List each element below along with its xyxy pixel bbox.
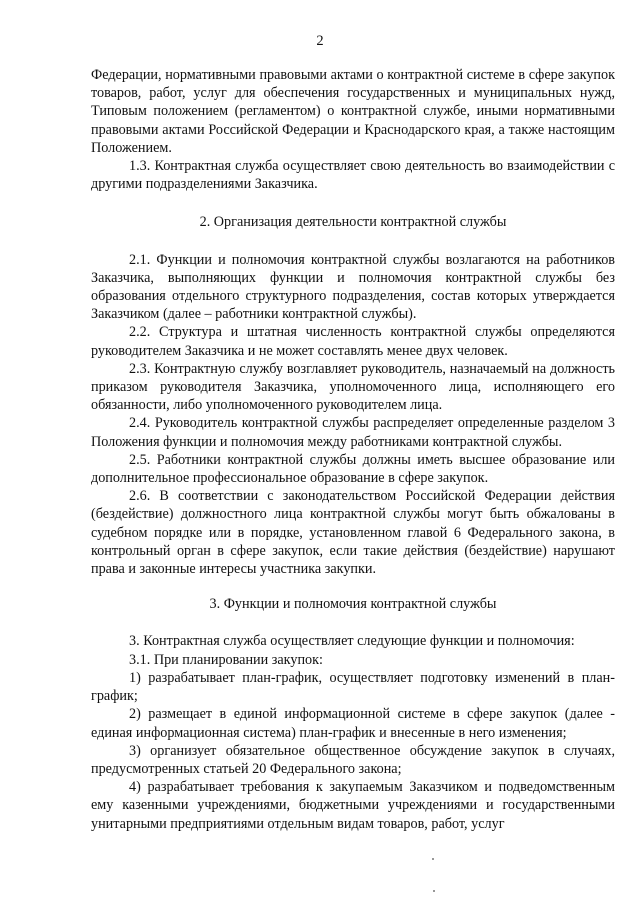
paragraph-2-5: 2.5. Работники контрактной службы должны иметь высшее образование или дополнительное профессиональное образование в сфере закупок. <box>91 451 615 487</box>
page-number: 2 <box>316 33 324 49</box>
scan-speck <box>432 858 434 860</box>
paragraph-1-3: 1.3. Контрактная служба осуществляет свою деятельность во взаимодействии с другими подразделениями Заказчика. <box>91 158 615 193</box>
paragraph-2-3: 2.3. Контрактную службу возглавляет руководитель, назначаемый на должность приказом руководителя Заказчика, уполномоченного лица, исполняющего его обязанности, либо уполномоченного руководителем лица. <box>91 360 615 414</box>
paragraph-2-4: 2.4. Руководитель контрактной службы распределяет определенные разделом 3 Положения функции и полномочия между работниками контрактной службы. <box>91 415 615 450</box>
section-heading-3: 3. Функции и полномочия контрактной службы <box>209 596 497 613</box>
document-body <box>91 66 615 833</box>
paragraph-3: 3. Контрактная служба осуществляет следующие функции и полномочия: <box>129 633 575 650</box>
paragraph-2-6: 2.6. В соответствии с законодательством Российской Федерации действия (бездействие) должностного лица контрактной службы могут быть обжалованы в судебном порядке или в порядке, установленном главой 6 Федерального закона, в контрольный орган в сфере закупок, если такие действия (бездействие) нарушают права и законные интересы участника закупки. <box>91 488 615 578</box>
list-item-3: 3) организует обязательное общественное обсуждение закупок в случаях, предусмотренных статьей 20 Федерального закона; <box>91 742 615 777</box>
paragraph-3-1: 3.1. При планировании закупок: <box>129 651 323 668</box>
paragraph-intro-continuation: Федерации, нормативными правовыми актами о контрактной системе в сфере закупок товаров, работ, услуг для обеспечения государственных и муниципальных нужд, Типовым положением (регламентом) о контрактной службе, иными нормативными правовыми актами Российской Федерации и Краснодарского края, а также настоящим Положением. <box>91 67 615 156</box>
paragraph-2-2: 2.2. Структура и штатная численность контрактной службы определяются руководителем Заказчика и не может составлять менее двух человек. <box>91 324 615 359</box>
list-item-1: 1) разрабатывает план-график, осуществляет подготовку изменений в план-график; <box>91 669 615 705</box>
section-heading-2: 2. Организация деятельности контрактной службы <box>199 214 507 231</box>
paragraph-2-1: 2.1. Функции и полномочия контрактной службы возлагаются на работников Заказчика, выполняющих функции и полномочия контрактной службы без образования отдельного структурного подразделения, состав которых утверждается Заказчиком (далее – работники контрактной службы). <box>91 251 615 323</box>
list-item-2: 2) размещает в единой информационной системе в сфере закупок (далее - единая информационная система) план-график и внесенные в него изменения; <box>91 706 615 741</box>
scan-speck <box>433 890 435 892</box>
list-item-4: 4) разрабатывает требования к закупаемым Заказчиком и подведомственным ему казенными учреждениями, бюджетными учреждениями и государственными унитарными предприятиями отдельным видам товаров, работ, услуг <box>91 779 615 832</box>
